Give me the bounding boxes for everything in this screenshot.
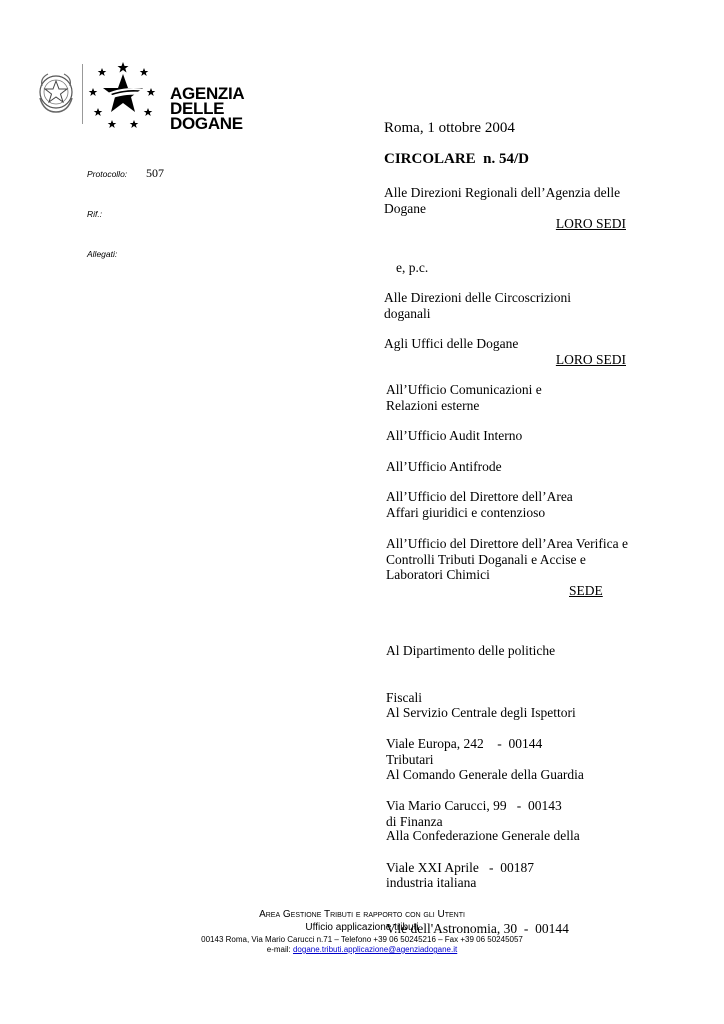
emblem-icon <box>34 68 78 116</box>
recipient-block-9: Al Dipartimento delle politiche Fiscali Viale Europa, 242 - 00144 <box>386 643 556 751</box>
sede-label: SEDE <box>569 582 603 598</box>
footer-email-label: e-mail: <box>266 945 293 954</box>
rif-label: Rif.: <box>87 209 103 219</box>
recipient-block-10: Al Servizio Centrale degli Ispettori Tributari Via Mario Carucci, 99 - 00143 <box>386 705 576 813</box>
recipient-block-3: Agli Uffici delle Dogane LORO SEDI <box>384 336 626 367</box>
recipient-block-11: Al Comando Generale della Guardia di Finanza Viale XXI Aprile - 00187 <box>386 767 584 875</box>
recipient-block-7: All’Ufficio del Direttore dell’Area Affari giuridici e contenzioso <box>386 489 573 520</box>
footer-email-link[interactable]: dogane.tributi.applicazione@agenziadogane.it <box>292 945 458 954</box>
logo-text-line3: DOGANE <box>170 114 243 133</box>
footer-address: 00143 Roma, Via Mario Carucci n.71 – Telefono +39 06 50245216 – Fax +39 06 50245057 <box>201 935 523 944</box>
footer-email-line <box>0 945 724 954</box>
letter-date: Roma, 1 ottobre 2004 <box>384 120 515 136</box>
allegati-label: Allegati: <box>87 249 118 259</box>
logo-divider <box>82 64 83 124</box>
protocollo-value: 507 <box>146 166 164 180</box>
star-logo-icon <box>88 60 158 130</box>
logo-text-line2: DELLE <box>170 99 225 118</box>
recipient-block-6: All’Ufficio Antifrode <box>386 459 502 474</box>
recipient-block-1: Alle Direzioni Regionali dell’Agenzia delle Dogane LORO SEDI <box>384 185 626 231</box>
footer-area: Area Gestione Tributi e rapporto con gli Utenti <box>259 909 465 920</box>
protocollo-label: Protocollo: <box>87 169 128 179</box>
recipient-block-5: All’Ufficio Audit Interno <box>386 428 523 443</box>
footer-ufficio: Ufficio applicazione tributi <box>305 922 419 933</box>
loro-sedi-2: LORO SEDI <box>555 351 626 367</box>
logo-text-line1: AGENZIA <box>170 84 245 103</box>
loro-sedi-1: LORO SEDI <box>555 216 626 231</box>
circolare-title: CIRCOLARE n. 54/D <box>384 151 530 167</box>
recipient-block-4: All’Ufficio Comunicazioni e Relazioni esterne <box>386 382 542 413</box>
epc-label: e, p.c. <box>396 260 429 275</box>
logo <box>34 60 254 135</box>
recipient-block-8: All’Ufficio del Direttore dell’Area Verifica e Controlli Tributi Doganali e Accise e Laboratori Chimici SEDE <box>386 536 629 598</box>
recipient-block-2: Alle Direzioni delle Circoscrizioni doganali <box>384 290 572 321</box>
recipient-block-12: Alla Confederazione Generale della industria italiana V.le dell'Astronomia, 30 - 00144 <box>386 828 580 936</box>
